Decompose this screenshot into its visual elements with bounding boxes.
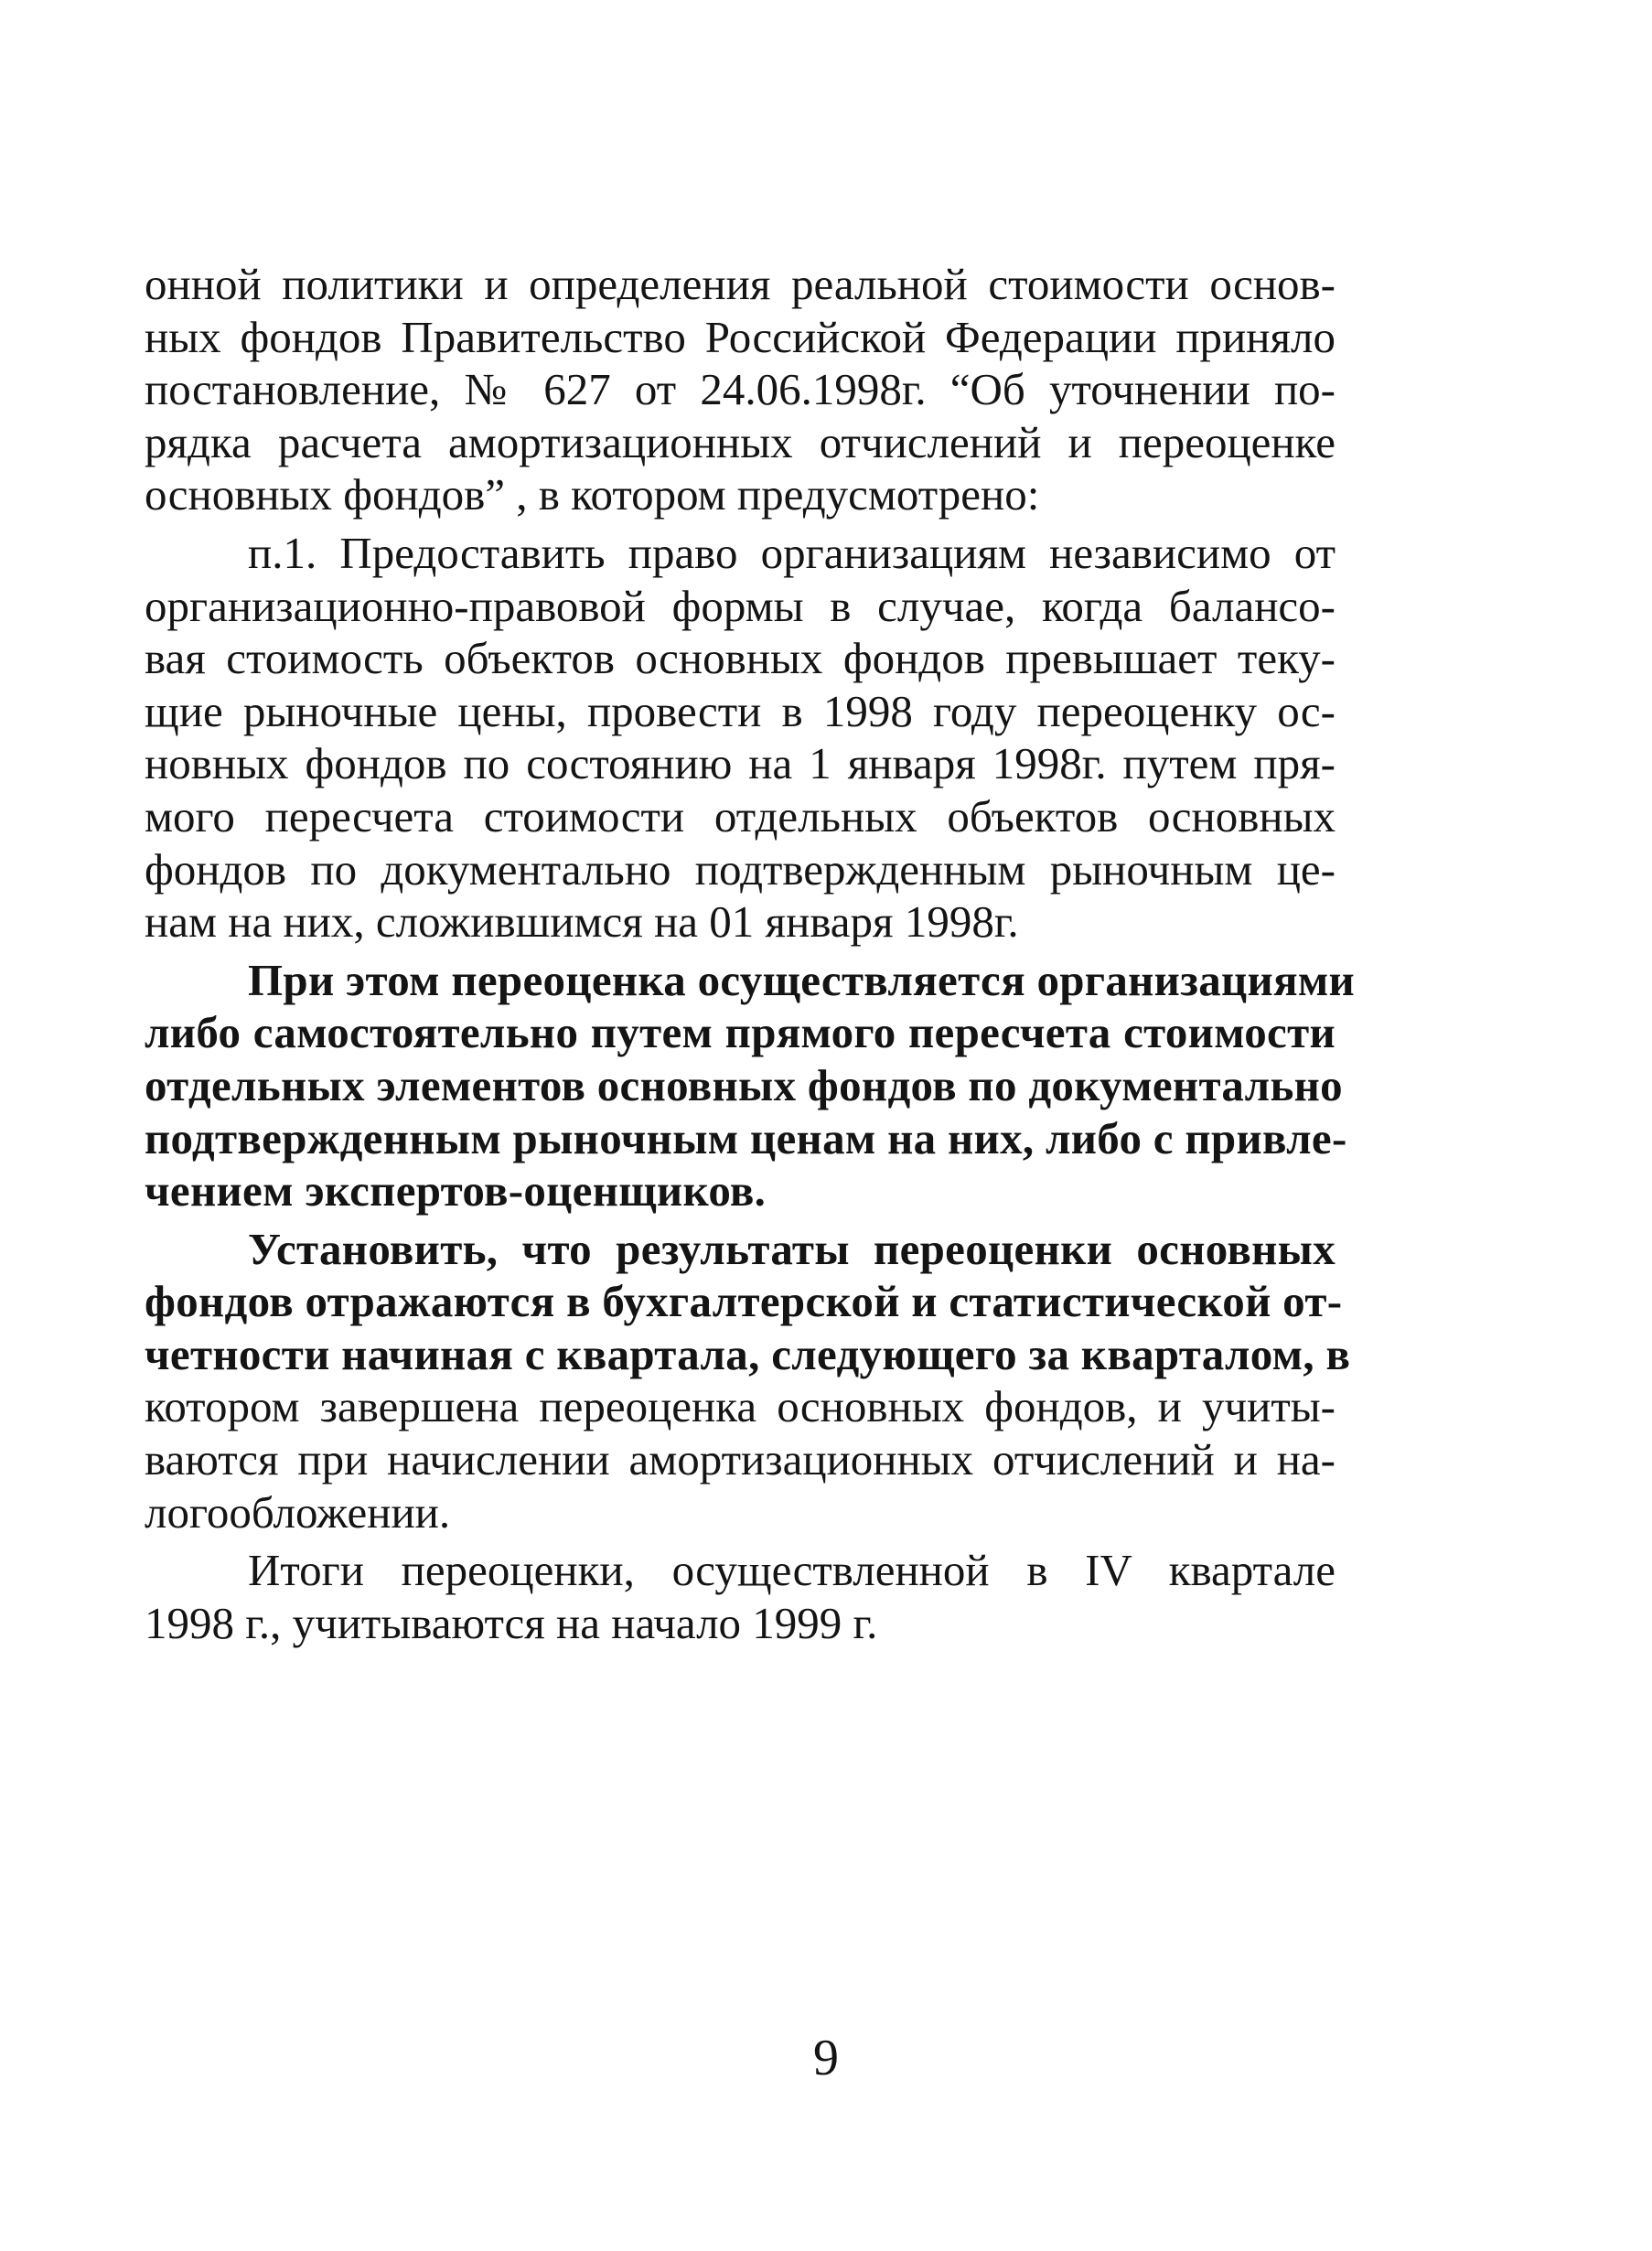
- text-line: чением экспертов-оценщиков.: [145, 1165, 767, 1217]
- text-line: котором завершена переоценка основных фондов, и учиты-: [145, 1381, 1336, 1432]
- text-line: 1998 г., учитываются на начало 1999 г.: [145, 1597, 878, 1648]
- text-line: вая стоимость объектов основных фондов превышает теку-: [145, 633, 1336, 684]
- paragraph-4: [145, 1223, 1351, 1539]
- text-line: Установить, что результаты переоценки основных: [248, 1223, 1336, 1274]
- text-line: логообложении.: [145, 1486, 451, 1538]
- text-line: отдельных элементов основных фондов по документально: [145, 1059, 1343, 1110]
- text-line: либо самостоятельно путем прямого пересчета стоимости: [145, 1007, 1336, 1058]
- text-line: При этом переоценка осуществляется организациями: [248, 954, 1356, 1005]
- text-line: фондов отражаются в бухгалтерской и статистической от-: [145, 1276, 1343, 1327]
- document-page: [145, 258, 1356, 1655]
- text-line: основных фондов” , в котором предусмотрено:: [145, 469, 1040, 520]
- text-line: ных фондов Правительство Российской Федерации приняло: [145, 311, 1336, 362]
- paragraph-3: [145, 954, 1356, 1217]
- text-line: фондов по документально подтвержденным рыночным це-: [145, 843, 1336, 895]
- paragraph-5: [145, 1544, 1336, 1649]
- text-line: мого пересчета стоимости отдельных объектов основных: [145, 790, 1336, 841]
- page-number: 9: [813, 2030, 839, 2086]
- text-line: Итоги переоценки, осуществленной в IV квартале: [248, 1545, 1336, 1596]
- text-line: рядка расчета амортизационных отчислений и переоценке: [145, 416, 1336, 467]
- text-line: онной политики и определения реальной стоимости основ-: [145, 259, 1336, 309]
- text-line: новных фондов по состоянию на 1 января 1998г. путем пря-: [145, 738, 1336, 789]
- paragraph-2: [145, 527, 1336, 949]
- text-line: ваются при начислении амортизационных отчислений и на-: [145, 1434, 1336, 1485]
- text-line: п.1. Предоставить право организациям независимо от: [248, 527, 1336, 578]
- text-line: постановление, № 627 от 24.06.1998г. “Об уточнении по-: [145, 364, 1336, 415]
- paragraph-1: [145, 258, 1336, 521]
- text-line: щие рыночные цены, провести в 1998 году переоценку ос-: [145, 685, 1336, 736]
- text-line: подтвержденным рыночным ценам на них, либо с привле-: [145, 1112, 1347, 1163]
- text-line: нам на них, сложившимся на 01 января 1998г.: [145, 896, 1019, 948]
- text-line: организационно-правовой формы в случае, когда балансо-: [145, 580, 1336, 631]
- text-line: четности начиная с квартала, следующего за кварталом, в: [145, 1328, 1351, 1379]
